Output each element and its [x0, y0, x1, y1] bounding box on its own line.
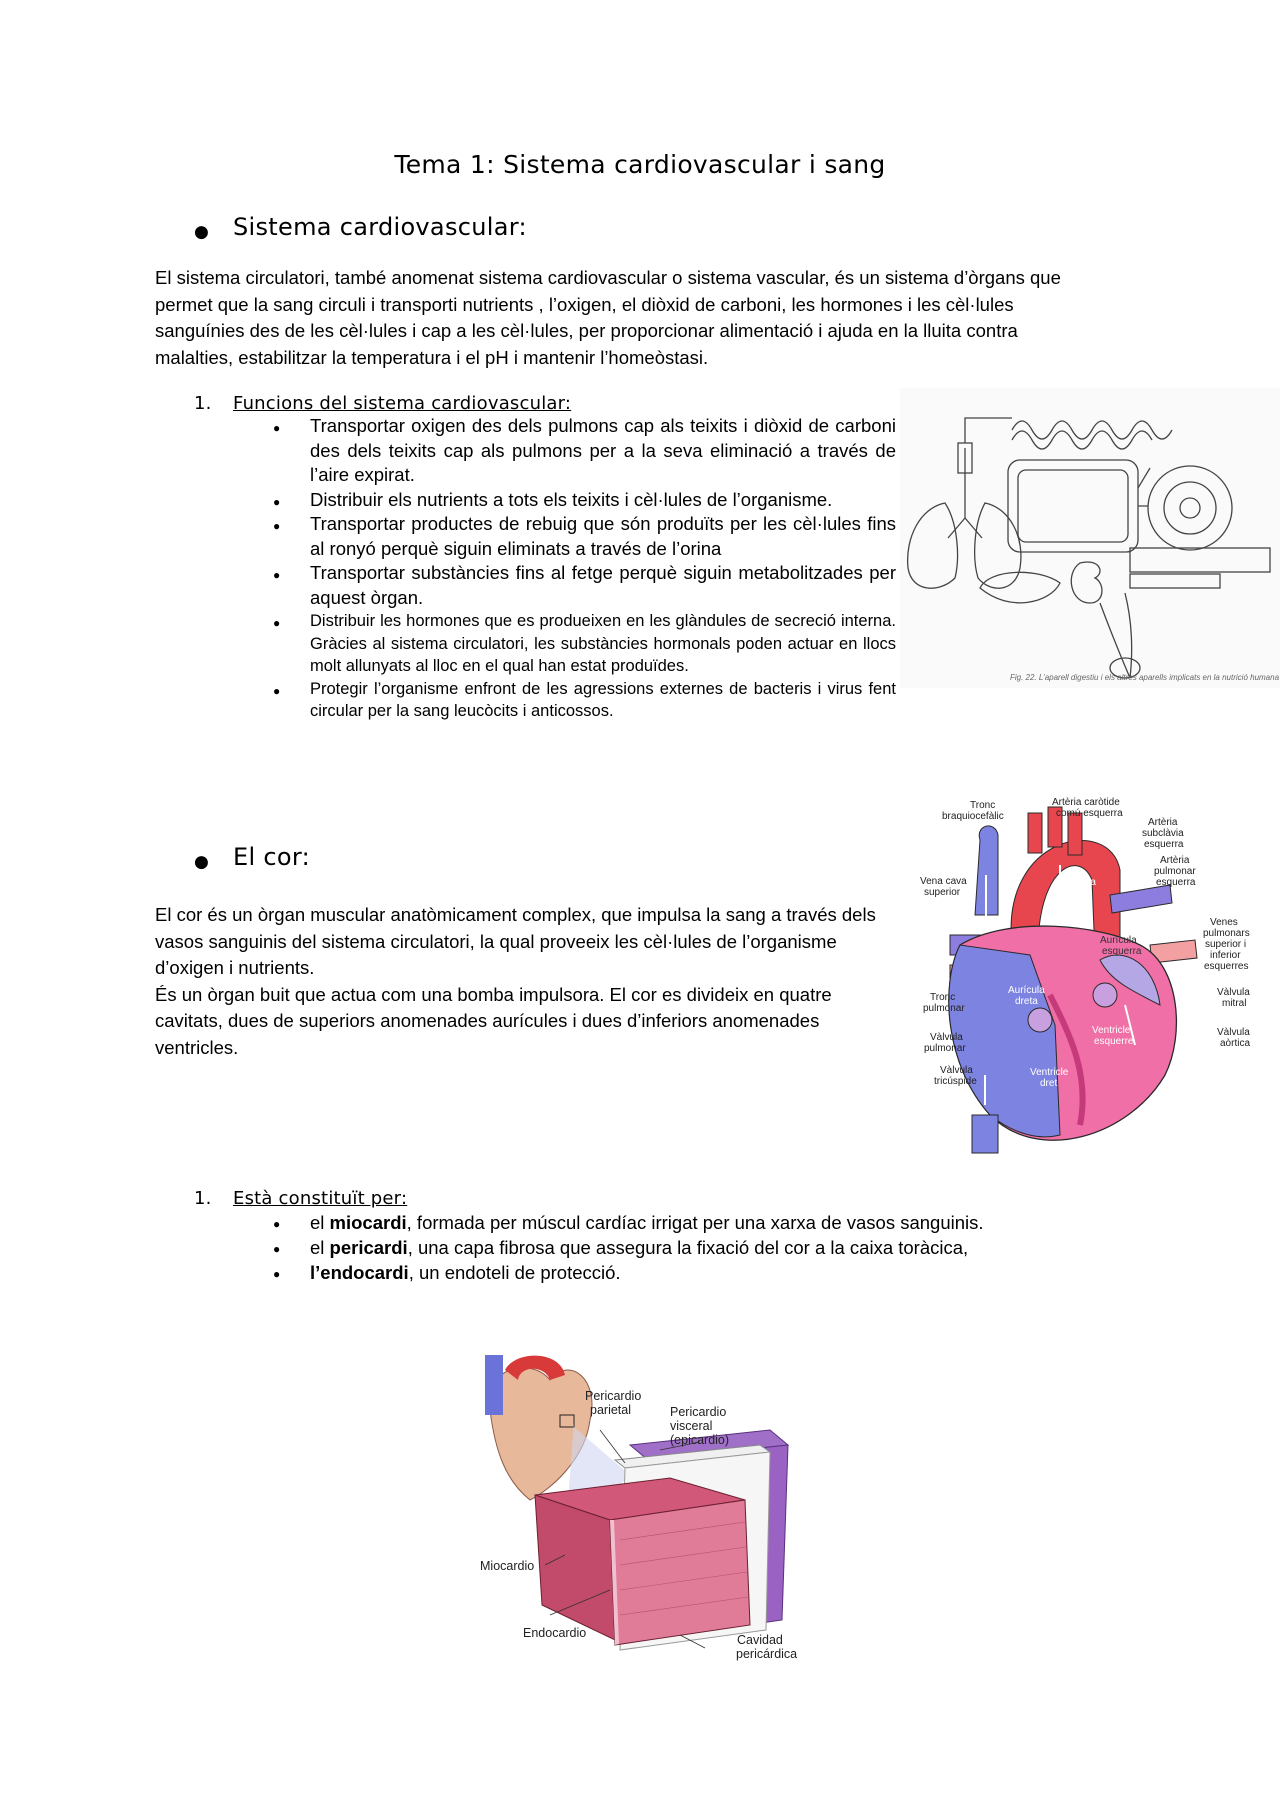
layer-label: Pericardio [670, 1405, 727, 1419]
heart-label: inferior [1210, 950, 1241, 961]
heart-label: Vàlvula [930, 1032, 963, 1043]
heart-label: tricúspide [934, 1076, 977, 1087]
page-title: Tema 1: Sistema cardiovascular i sang [394, 150, 886, 179]
heart-label: comú esquerra [1056, 808, 1123, 819]
paragraph-line: És un òrgan buit que actua com una bomba impulsora. El cor es divideix en quatre [155, 983, 832, 1005]
functions-heading [233, 393, 571, 414]
heart-diagram [920, 795, 1260, 1160]
heart-paragraph [155, 902, 915, 1061]
heart-label: Artèria [1160, 855, 1190, 866]
list-number: 1. [194, 1188, 212, 1209]
heart-label: esquerra [1156, 877, 1196, 888]
heart-label: pulmonar [924, 1043, 966, 1054]
layer-label: Pericardio [585, 1389, 642, 1403]
heart-label: Vàlvula [1217, 987, 1250, 998]
heart-label: Venes [1210, 917, 1238, 928]
heart-label: Aorta [1072, 877, 1096, 888]
circulation-diagram [900, 388, 1280, 688]
paragraph-line: d’oxigen i nutrients. [155, 957, 315, 978]
heart-label: superior i [1205, 939, 1247, 950]
layer-label: Miocardio [480, 1559, 535, 1573]
list-item: ● Distribuir les hormones que es produeixen en les glàndules de secreció interna. Gràcies al sistema circulatori, les substàncies hormonals poden actuar en llocs molt allunyats al lloc en el qual han estat produïdes. [310, 610, 896, 678]
section-heading-cardiovascular: Sistema cardiovascular: [233, 213, 527, 241]
heart-label: subclàvia [1142, 828, 1184, 839]
list-item: ● Distribuir els nutrients a tots els teixits i cèl·lules de l’organisme. [310, 488, 896, 513]
list-item: ● Protegir l’organisme enfront de les agressions externes de bacteris i virus fent circular per la sang leucòcits i anticossos. [310, 678, 896, 723]
constitution-heading [233, 1188, 407, 1209]
intro-paragraph [155, 265, 1115, 371]
section-bullet: ● [194, 852, 209, 872]
heart-label: pulmonar [1154, 866, 1196, 877]
paragraph-line: cavitats, dues de superiors anomenades aurícules i dues d’inferiors anomenades [155, 1010, 820, 1031]
list-item: ● Transportar substàncies fins al fetge perquè siguin metabolitzades per aquest òrgan. [310, 561, 896, 610]
paragraph-line: malalties, estabilitzar la temperatura i el pH i mantenir l’homeòstasi. [155, 346, 709, 368]
list-item: ● Transportar productes de rebuig que són produïts per les cèl·lules fins al ronyó perquè siguin eliminats a través de l’orina [310, 512, 896, 561]
paragraph-line: permet que la sang circuli i transporti nutrients , l’oxigen, el diòxid de carboni, les hormones i les cèl·lules [155, 293, 1014, 315]
heart-label: Vàlvula [940, 1065, 973, 1076]
constitution-list [310, 1210, 1110, 1285]
heart-label: Ventricle [1030, 1067, 1069, 1078]
heart-label: esquerra [1102, 946, 1142, 957]
heart-label: mitral [1222, 998, 1247, 1009]
heart-label: Aurícula [1008, 985, 1045, 996]
heart-label: esquerre [1094, 1036, 1134, 1047]
figure-caption: Fig. 22. L’aparell digestiu i els altres aparells implicats en la nutrició humana [1010, 673, 1280, 682]
functions-list [310, 414, 896, 723]
heart-label: superior [924, 887, 961, 898]
layer-label: (epicardio) [670, 1433, 730, 1447]
section-heading-cor: El cor: [233, 843, 310, 871]
heart-label: pulmonar [923, 1003, 965, 1014]
paragraph-line: vasos sanguinis del sistema circulatori, la qual proveeix les cèl·lules de l’organisme [155, 930, 837, 952]
heart-label: dreta [1015, 996, 1038, 1007]
heart-label: esquerra [1144, 839, 1184, 850]
heart-layers-diagram [470, 1350, 830, 1680]
heart-label: Artèria caròtide [1052, 797, 1120, 808]
list-number: 1. [194, 393, 212, 414]
layer-label: parietal [590, 1403, 631, 1417]
layer-label: visceral [670, 1419, 713, 1433]
layer-label: Endocardio [523, 1626, 587, 1640]
layer-label: pericárdica [736, 1647, 798, 1661]
heart-label: braquiocefàlic [942, 811, 1004, 822]
functions-heading-label: Funcions del sistema cardiovascular: [233, 393, 572, 414]
heart-label: esquerres [1204, 961, 1249, 972]
heart-label: Artèria [1148, 817, 1178, 828]
heart-label: pulmonars [1203, 928, 1250, 939]
constitution-heading-label: Està constituït per: [233, 1188, 408, 1209]
list-item: ● l’endocardi, un endoteli de protecció. [310, 1260, 1110, 1285]
heart-label: Ventricle [1092, 1025, 1131, 1036]
heart-label: aòrtica [1220, 1038, 1251, 1049]
heart-label: Tronc [930, 992, 956, 1003]
paragraph-line: El sistema circulatori, també anomenat sistema cardiovascular o sistema vascular, és un sistema d’òrgans que [155, 267, 1061, 288]
paragraph-line: El cor és un òrgan muscular anatòmicament complex, que impulsa la sang a través dels [155, 904, 876, 925]
heart-label: Aurícula [1100, 935, 1137, 946]
heart-label: Vàlvula [1217, 1027, 1250, 1038]
list-item: ● el pericardi, una capa fibrosa que assegura la fixació del cor a la caixa toràcica, [310, 1235, 1110, 1260]
heart-label: Vena cava [920, 876, 967, 887]
list-item: ● Transportar oxigen des dels pulmons cap als teixits i diòxid de carboni des dels teixits cap als pulmons per a la seva eliminació a través de l’aire expirat. [310, 414, 896, 488]
list-item: ● el miocardi, formada per múscul cardíac irrigat per una xarxa de vasos sanguinis. [310, 1210, 1110, 1235]
section-bullet: ● [194, 222, 209, 242]
layer-label: Cavidad [737, 1633, 783, 1647]
paragraph-line: sanguínies des de les cèl·lules i cap a les cèl·lules, per proporcionar alimentació i ajuda en la lluita contra [155, 320, 1018, 341]
heart-label: dret [1040, 1078, 1058, 1089]
heart-label: Tronc [970, 800, 996, 811]
paragraph-line: ventricles. [155, 1036, 239, 1058]
